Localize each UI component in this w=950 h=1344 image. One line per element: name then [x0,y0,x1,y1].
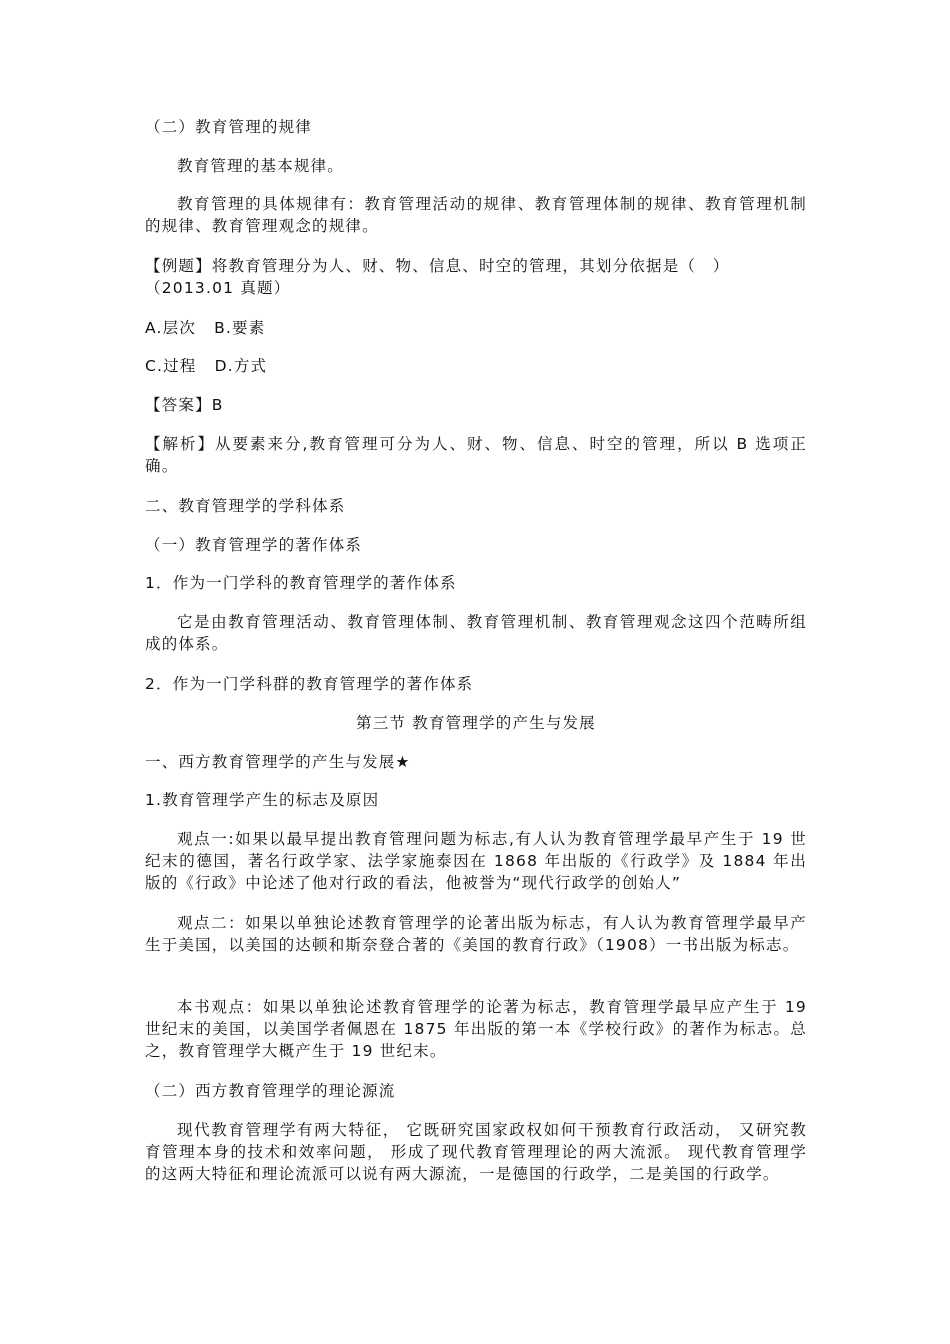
option-b: B.要素 [214,319,266,337]
item-works-2: 2．作为一门学科群的教育管理学的著作体系 [145,675,474,693]
item-origin: 1.教育管理学产生的标志及原因 [145,791,380,809]
paragraph-book-view: 本书观点：如果以单独论述教育管理学的论著为标志，教育管理学最早应产生于 19 世纪末的美国，以美国学者佩恩在 1875 年出版的第一本《学校行政》的著作为标志。总之，教育管理学大概产生于 19 世纪末。 [145,998,807,1060]
subheading-laws: （二）教育管理的规律 [145,118,313,136]
options-row-1 [145,318,283,338]
heading-western-origin: 一、西方教育管理学的产生与发展★ [145,753,411,771]
option-a: A.层次 [145,319,197,337]
option-c: C.过程 [145,357,197,375]
item-works-1: 1．作为一门学科的教育管理学的著作体系 [145,574,457,592]
paragraph-basic-law: 教育管理的基本规律。 [177,157,345,175]
options-row-2 [145,356,285,376]
paragraph-theory-sources: 现代教育管理学有两大特征， 它既研究国家政权如何干预教育行政活动， 又研究教育管理本身的技术和效率问题， 形成了现代教育管理理论的两大流派。 现代教育管理学的这两大特征和理论流派可以说有两大源流，一是德国的行政学，二是美国的行政学。 [145,1121,807,1183]
paragraph-view-1: 观点一:如果以最早提出教育管理问题为标志,有人认为教育管理学最早产生于 19 世纪末的德国，著名行政学家、法学家施泰因在 1868 年出版的《行政学》及 1884 年出版的《行政》中论述了他对行政的看法，他被誉为“现代行政学的创始人” [145,830,807,892]
example-source: （2013.01 真题） [145,279,291,297]
answer: 【答案】B [145,396,224,414]
paragraph-works-1: 它是由教育管理活动、教育管理体制、教育管理机制、教育管理观念这四个范畴所组成的体系。 [145,613,807,653]
section-title: 第三节 教育管理学的产生与发展 [356,714,596,732]
paragraph-specific-laws: 教育管理的具体规律有：教育管理活动的规律、教育管理体制的规律、教育管理机制的规律、教育管理观念的规律。 [145,195,807,235]
option-d: D.方式 [214,357,268,375]
analysis: 【解析】从要素来分,教育管理可分为人、财、物、信息、时空的管理，所以 B 选项正确。 [145,435,807,475]
paragraph-view-2: 观点二：如果以单独论述教育管理学的论著出版为标志，有人认为教育管理学最早产生于美国，以美国的达顿和斯奈登合著的《美国的教育行政》（1908）一书出版为标志。 [145,914,807,954]
subheading-works-system: （一）教育管理学的著作体系 [145,536,363,554]
heading-discipline-system: 二、教育管理学的学科体系 [145,497,346,515]
subheading-theory-sources: （二）西方教育管理学的理论源流 [145,1082,396,1100]
example-question: 【例题】将教育管理分为人、财、物、信息、时空的管理，其划分依据是（ ） [145,257,730,275]
